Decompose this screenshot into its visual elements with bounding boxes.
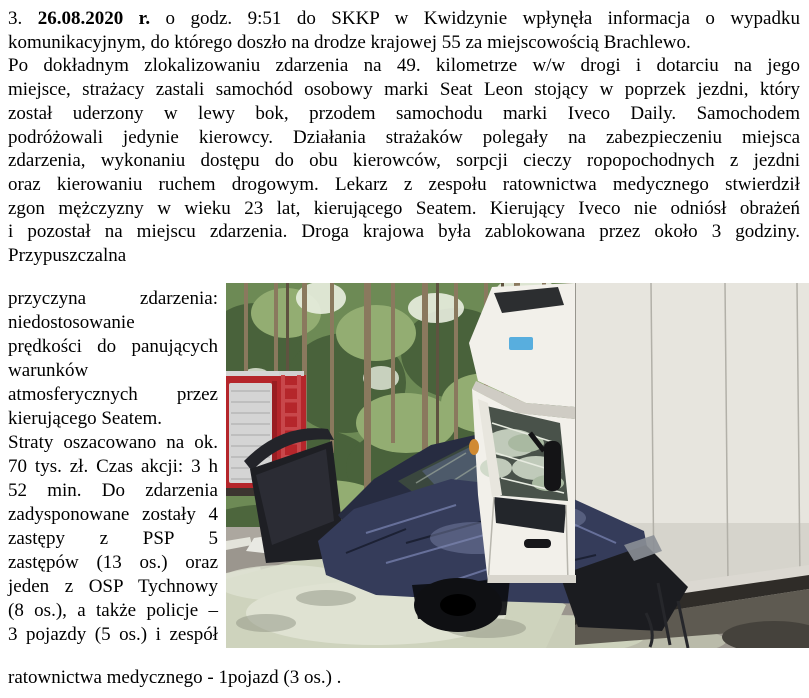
closing-line: ratownictwa medycznego - 1pojazd (3 os.) .	[8, 666, 342, 688]
text-line: zgon mężczyzny w wieku 23 lat, kierującego Seatem. Kierujący Iveco nie odniósł obrażeń	[8, 197, 800, 219]
text-line: Po dokładnym zlokalizowaniu zdarzenia na 49. kilometrze w/w drogi i dotarciu na jego	[8, 55, 800, 77]
text-line: oraz kierowaniu ruchem drogowym. Lekarz z zespołu ratownictwa medycznego stwierdził	[8, 173, 800, 195]
text-photo-row	[8, 283, 809, 648]
text-line: zadysponowane zostały 4	[8, 503, 218, 525]
intro-paragraphs	[8, 7, 800, 268]
text-line: i pozostał na miejscu zdarzenia. Droga krajowa była zablokowana przez około 3 godziny.	[8, 221, 800, 243]
text-line: niedostosowanie	[8, 311, 135, 333]
text-line: prędkości do panujących	[8, 335, 218, 357]
text-line: (8 os.), a także policje –	[8, 599, 218, 621]
text-line: 3 pojazdy (5 os.) i zespół	[8, 623, 218, 645]
accident-photo	[226, 283, 809, 648]
text-line: warunków	[8, 359, 89, 381]
text-line: został uderzony w lewy bok, przodem samochodu marki Iveco Daily. Samochodem	[8, 102, 800, 124]
text-line: 70 tys. zł. Czas akcji: 3 h	[8, 455, 218, 477]
text-line: zastępów (13 os.) oraz	[8, 551, 218, 573]
text-line: zdarzenia, wykonaniu dostępu do obu kierowców, sorpcji cieczy ropopochodnych z jezdni	[8, 150, 800, 172]
text-line: kierującego Seatem.	[8, 407, 163, 429]
text-line: jeden z OSP Tychnowy	[8, 575, 218, 597]
wrapped-text-column	[8, 283, 218, 647]
text-line: miejsce, strażacy zastali samochód osobowy marki Seat Leon stojący w poprzek jezdni, który	[8, 79, 800, 101]
text-line: przyczyna zdarzenia:	[8, 287, 218, 309]
text-line: zastępy z PSP 5	[8, 527, 218, 549]
text-line: Przypuszczalna	[8, 245, 127, 267]
text-line: komunikacyjnym, do którego doszło na drodze krajowej 55 za miejscowością Brachlewo.	[8, 31, 691, 53]
text-line: podróżowali jedynie kierowcy. Działania strażaków polegały na zabezpieczeniu miejsca	[8, 126, 800, 148]
iveco-cab	[469, 283, 576, 583]
text-line: atmosferycznych przez	[8, 383, 218, 405]
text-line: 52 min. Do zdarzenia	[8, 479, 218, 501]
text-line: 3. 26.08.2020 r. o godz. 9:51 do SKKP w Kwidzynie wpłynęła informacja o wypadku	[8, 8, 800, 29]
text-line: Straty oszacowano na ok.	[8, 431, 218, 453]
